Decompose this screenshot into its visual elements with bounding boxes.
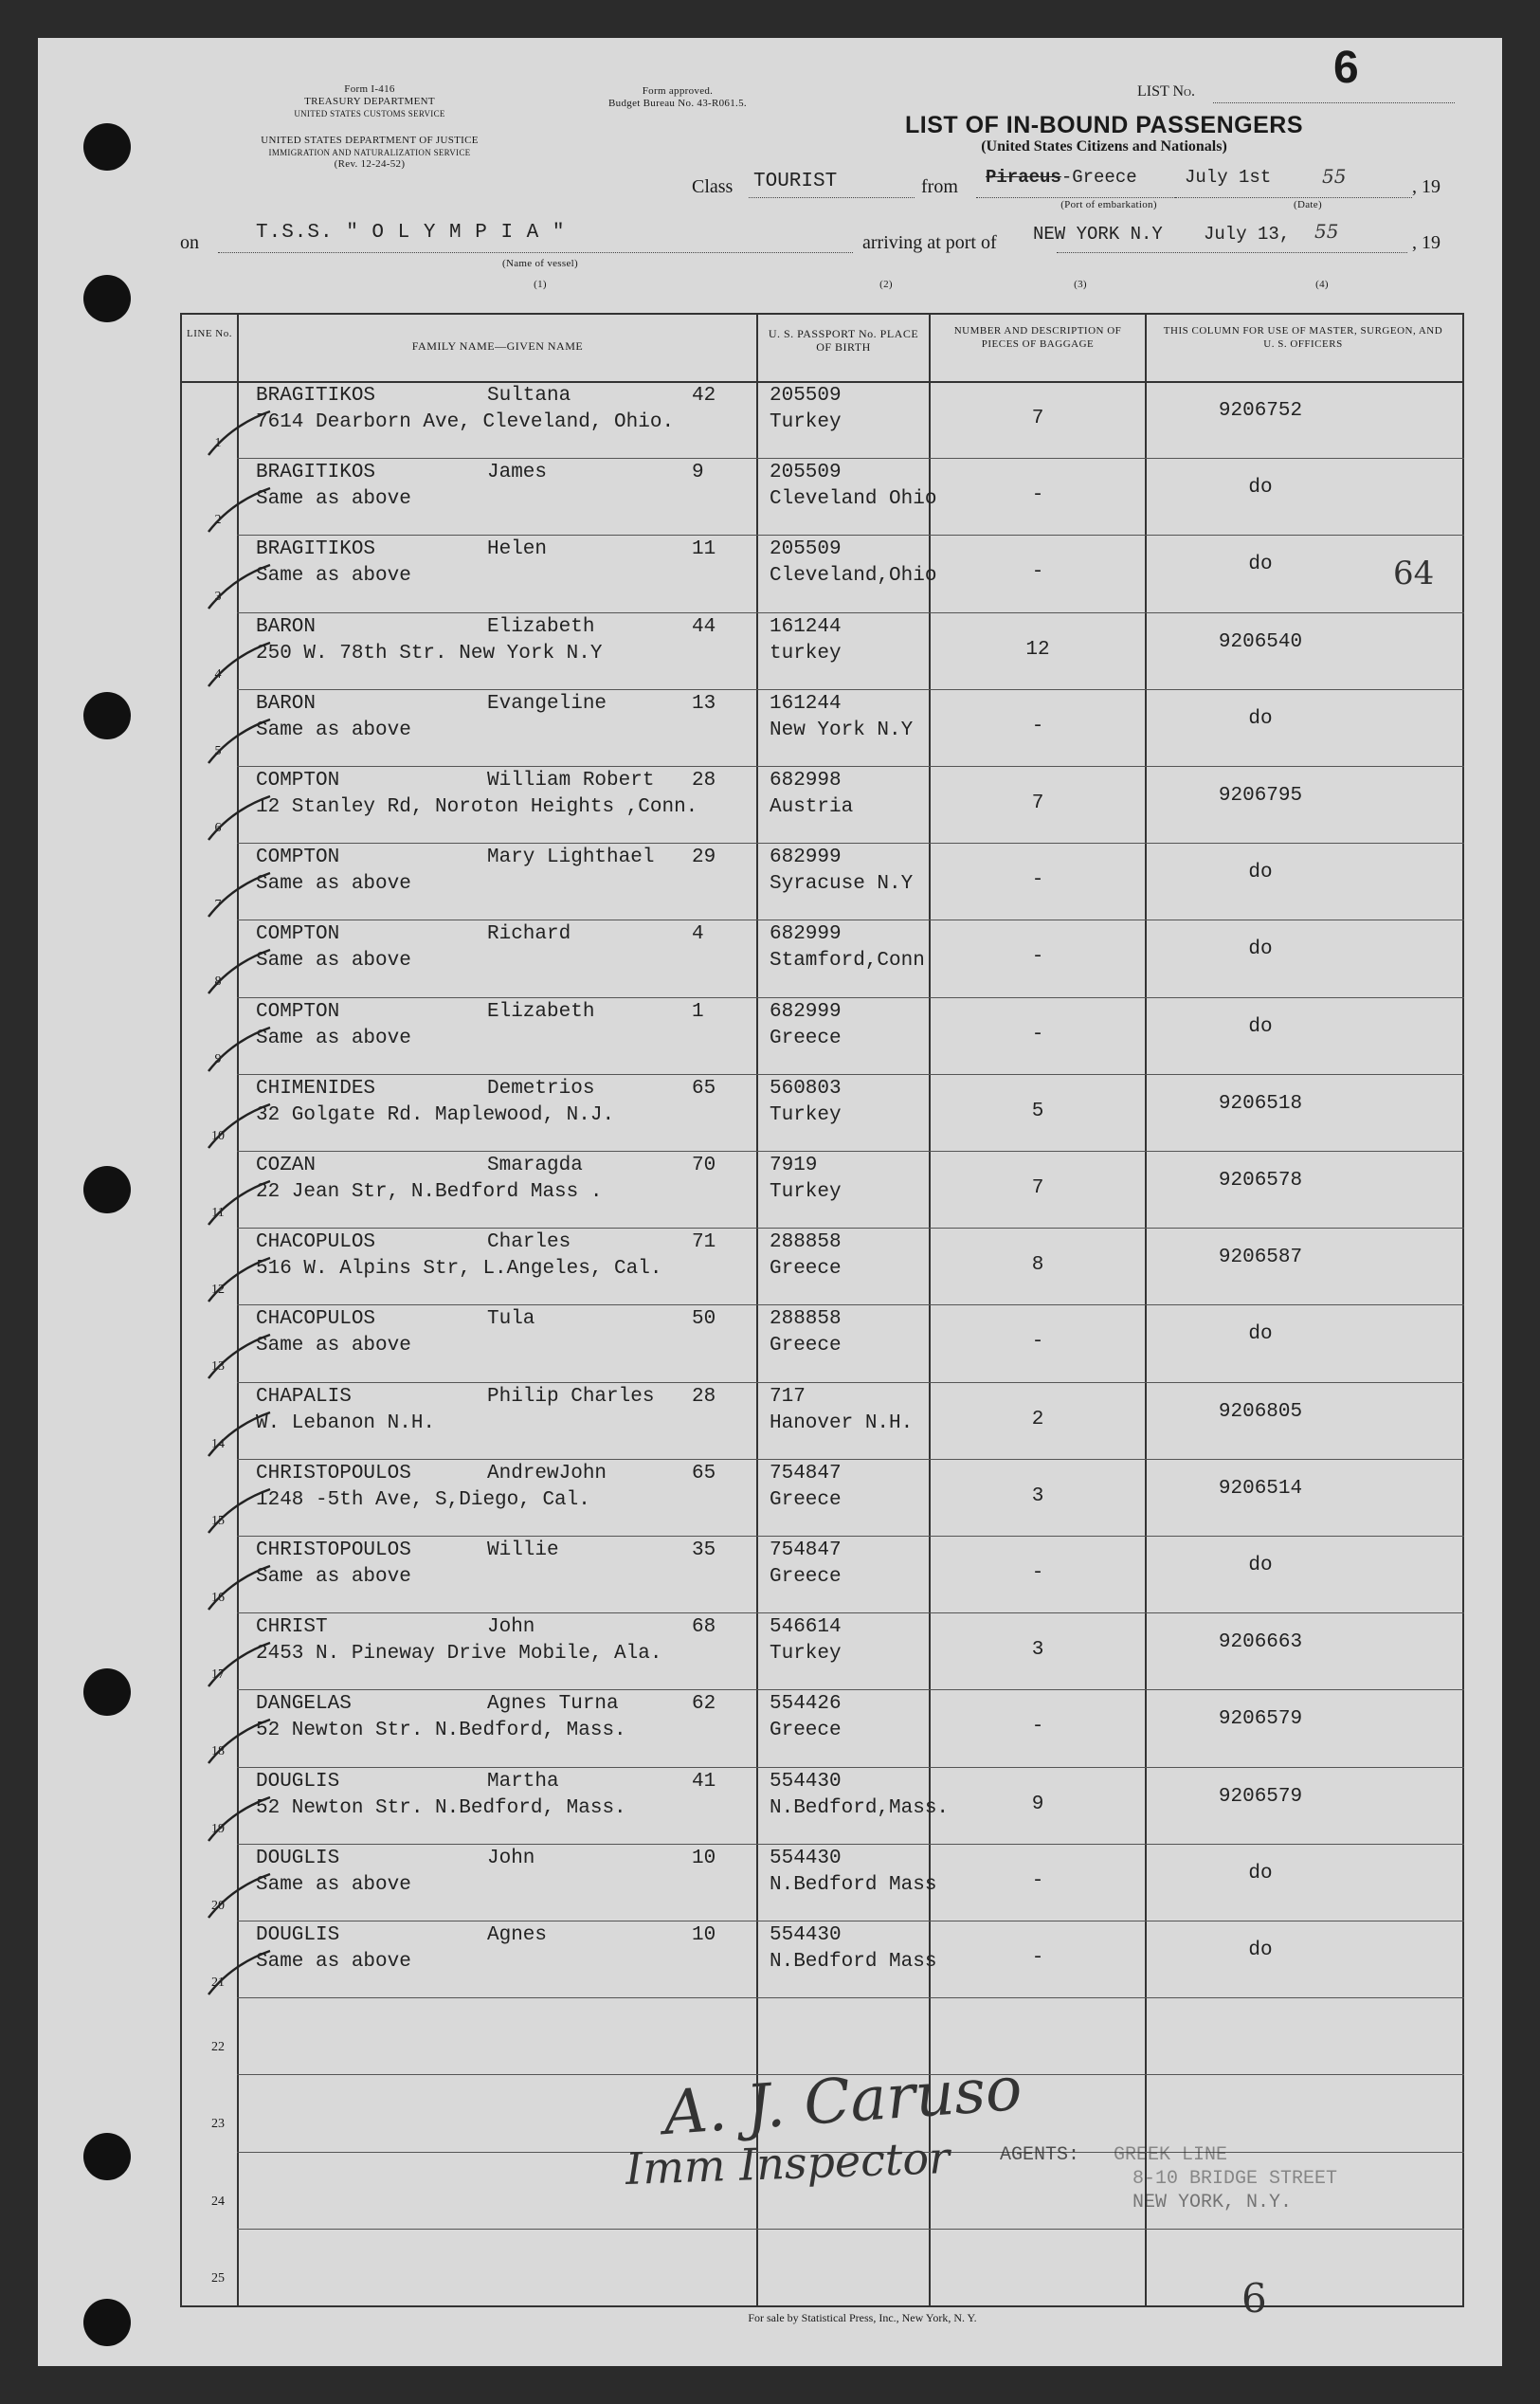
age: 10: [692, 1848, 716, 1869]
family-name: CHACOPULOS: [256, 1231, 376, 1253]
check-mark: [180, 1409, 275, 1466]
passport-number: 682999: [770, 1001, 842, 1023]
given-name: AndrewJohn: [487, 1463, 607, 1484]
family-name: CHRISTOPOULOS: [256, 1539, 411, 1561]
officer-notes: 9206578: [1218, 1170, 1303, 1192]
address: W. Lebanon N.H.: [256, 1412, 436, 1434]
line-number: 9: [214, 1052, 222, 1066]
address: 516 W. Alpins Str, L.Angeles, Cal.: [256, 1258, 662, 1280]
manifest-page: [38, 38, 1502, 2366]
table-row: [38, 1921, 1502, 1997]
family-name: COZAN: [256, 1155, 317, 1176]
family-name: BRAGITIKOS: [256, 385, 376, 407]
age: 44: [692, 616, 716, 638]
check-mark: [180, 1870, 275, 1927]
family-name: DANGELAS: [256, 1693, 352, 1715]
officer-notes: 9206795: [1218, 785, 1303, 807]
baggage-count: -: [1031, 484, 1044, 506]
line-number: 8: [214, 974, 222, 989]
officer-notes: 9206663: [1218, 1631, 1303, 1653]
place-of-birth: Stamford,Conn: [770, 950, 925, 972]
given-name: Philip Charles: [487, 1386, 655, 1408]
embark-country: -Greece: [1060, 167, 1137, 188]
place-of-birth: N.Bedford,Mass.: [770, 1797, 950, 1819]
age: 62: [692, 1693, 716, 1715]
agents-line: GREEK LINE: [1114, 2144, 1228, 2166]
check-mark: [180, 1639, 275, 1696]
form-approved: Form approved.: [642, 85, 714, 97]
given-name: Agnes: [487, 1924, 548, 1946]
header-line-no: LINE No.: [187, 328, 232, 339]
passport-number: 560803: [770, 1078, 842, 1100]
check-mark: [180, 408, 275, 464]
age: 42: [692, 385, 716, 407]
address: Same as above: [256, 950, 411, 972]
baggage-count: 9: [1031, 1794, 1044, 1815]
page-title: LIST OF IN-BOUND PASSENGERS: [904, 112, 1303, 138]
check-mark: [180, 1947, 275, 2004]
officer-notes: 9206805: [1218, 1401, 1303, 1423]
officer-notes: do: [1248, 1940, 1273, 1961]
officer-notes: 9206540: [1218, 631, 1303, 653]
punch-hole: [83, 275, 131, 322]
line-number: 6: [214, 821, 222, 835]
baggage-count: 7: [1031, 1177, 1044, 1199]
header-passport: U. S. PASSPORT No. PLACE OF BIRTH: [768, 327, 919, 354]
check-mark: [180, 1101, 275, 1157]
given-name: Mary Lighthael: [487, 847, 655, 868]
address: Same as above: [256, 1874, 411, 1896]
address: Same as above: [256, 1566, 411, 1588]
given-name: Smaragda: [487, 1155, 583, 1176]
address: Same as above: [256, 1951, 411, 1973]
check-mark: [180, 1485, 275, 1542]
address: 12 Stanley Rd, Noroton Heights ,Conn.: [256, 796, 698, 818]
officer-notes: do: [1248, 1016, 1273, 1038]
baggage-count: -: [1031, 869, 1044, 891]
line-number: 20: [211, 1899, 225, 1913]
table-row: [38, 1304, 1502, 1381]
on-label: on: [180, 232, 199, 253]
table-row: [38, 2229, 1502, 2305]
col-index-4: (4): [1315, 279, 1329, 290]
col-index-2: (2): [879, 279, 893, 290]
line-number: 3: [214, 590, 222, 604]
place-of-birth: turkey: [770, 643, 842, 665]
dept-justice-sub: IMMIGRATION AND NATURALIZATION SERVICE: [268, 148, 471, 157]
punch-hole: [83, 123, 131, 171]
place-of-birth: Austria: [770, 796, 854, 818]
place-of-birth: New York N.Y: [770, 719, 914, 741]
baggage-count: -: [1031, 1870, 1044, 1892]
table-row: [38, 535, 1502, 611]
place-of-birth: N.Bedford Mass: [770, 1951, 937, 1973]
passport-number: 205509: [770, 385, 842, 407]
class-label: Class: [692, 176, 734, 197]
check-mark: [180, 716, 275, 773]
header-baggage: NUMBER AND DESCRIPTION OF PIECES OF BAGGAGE: [953, 325, 1122, 350]
age: 28: [692, 770, 716, 792]
family-name: BRAGITIKOS: [256, 462, 376, 483]
table-row: [38, 381, 1502, 458]
address: 1248 -5th Ave, S,Diego, Cal.: [256, 1489, 590, 1511]
address: Same as above: [256, 565, 411, 587]
line-number: 23: [211, 2117, 225, 2131]
family-name: CHIMENIDES: [256, 1078, 376, 1100]
family-name: DOUGLIS: [256, 1771, 340, 1793]
family-name: CHACOPULOS: [256, 1308, 376, 1330]
address: 52 Newton Str. N.Bedford, Mass.: [256, 1720, 626, 1741]
table-row: [38, 766, 1502, 843]
age: 28: [692, 1386, 716, 1408]
given-name: Agnes Turna: [487, 1693, 619, 1715]
dept-treasury: TREASURY DEPARTMENT: [304, 96, 435, 107]
check-mark: [180, 639, 275, 696]
place-of-birth: Greece: [770, 1258, 842, 1280]
officer-notes: 9206514: [1218, 1478, 1303, 1500]
inspector-title: Imm Inspector: [625, 2132, 951, 2195]
table-row: [38, 843, 1502, 920]
table-row: [38, 612, 1502, 689]
age: 4: [692, 923, 704, 945]
family-name: DOUGLIS: [256, 1924, 340, 1946]
header-name: FAMILY NAME—GIVEN NAME: [411, 339, 584, 353]
baggage-count: -: [1031, 1562, 1044, 1584]
place-of-birth: Cleveland Ohio: [770, 488, 937, 510]
inspector-signature: A. J. Caruso: [661, 2053, 1024, 2150]
baggage-count: -: [1031, 561, 1044, 583]
age: 35: [692, 1539, 716, 1561]
officer-notes: do: [1248, 938, 1273, 960]
officer-notes: 9206752: [1218, 400, 1303, 422]
family-name: COMPTON: [256, 770, 340, 792]
given-name: Martha: [487, 1771, 559, 1793]
dept-treasury-sub: UNITED STATES CUSTOMS SERVICE: [294, 109, 445, 118]
line-number: 24: [211, 2195, 225, 2209]
baggage-count: -: [1031, 1024, 1044, 1046]
family-name: CHRISTOPOULOS: [256, 1463, 411, 1484]
line-number: 10: [211, 1129, 225, 1143]
table-row: [38, 1689, 1502, 1766]
line-number: 21: [211, 1976, 225, 1990]
page-mark: 6: [1241, 2275, 1267, 2322]
officer-notes: 9206579: [1218, 1786, 1303, 1808]
address: 22 Jean Str, N.Bedford Mass .: [256, 1181, 603, 1203]
age: 41: [692, 1771, 716, 1793]
table-row: [38, 997, 1502, 1074]
embark-date: July 1st: [1185, 167, 1272, 188]
line-number: 13: [211, 1359, 225, 1374]
passport-number: 7919: [770, 1155, 818, 1176]
passport-number: 205509: [770, 462, 842, 483]
address: Same as above: [256, 1335, 411, 1357]
age: 29: [692, 847, 716, 868]
given-name: John: [487, 1848, 535, 1869]
line-number: 1: [214, 436, 222, 450]
address: 52 Newton Str. N.Bedford, Mass.: [256, 1797, 626, 1819]
line-number: 14: [211, 1437, 225, 1451]
line-number: 15: [211, 1514, 225, 1528]
check-mark: [180, 1254, 275, 1311]
port-of-embarkation: [986, 167, 1137, 188]
baggage-count: -: [1031, 1947, 1044, 1969]
check-mark: [180, 946, 275, 1003]
check-mark: [180, 1562, 275, 1619]
officer-notes: do: [1248, 554, 1273, 575]
line-number: 2: [214, 513, 222, 527]
check-mark: [180, 1794, 275, 1850]
check-mark: [180, 561, 275, 618]
given-name: Charles: [487, 1231, 571, 1253]
passport-number: 754847: [770, 1539, 842, 1561]
table-row: [38, 1074, 1502, 1151]
line-number: 22: [211, 2040, 225, 2054]
revision-date: (Rev. 12-24-52): [334, 158, 406, 170]
address: Same as above: [256, 719, 411, 741]
given-name: Sultana: [487, 385, 571, 407]
given-name: Tula: [487, 1308, 535, 1330]
line-number: 12: [211, 1283, 225, 1297]
passport-number: 682999: [770, 847, 842, 868]
age: 70: [692, 1155, 716, 1176]
from-label: from: [921, 176, 958, 197]
page-subtitle: (United States Citizens and Nationals): [981, 138, 1227, 155]
passport-number: 682999: [770, 923, 842, 945]
officer-notes: 9206579: [1218, 1708, 1303, 1730]
given-name: Demetrios: [487, 1078, 595, 1100]
baggage-count: 8: [1031, 1254, 1044, 1276]
agents-city: NEW YORK, N.Y.: [1132, 2192, 1293, 2213]
vessel-name: T.S.S. " O L Y M P I A ": [256, 222, 566, 244]
line-number: 19: [211, 1822, 225, 1836]
passport-number: 288858: [770, 1308, 842, 1330]
baggage-count: -: [1031, 1716, 1044, 1738]
officer-notes: 9206518: [1218, 1093, 1303, 1115]
baggage-count: -: [1031, 716, 1044, 738]
table-row: [38, 1612, 1502, 1689]
struck-port: Piraeus: [986, 167, 1061, 188]
baggage-count: -: [1031, 946, 1044, 968]
officer-notes: do: [1248, 1555, 1273, 1576]
list-number: 6: [1333, 43, 1359, 93]
address: 2453 N. Pineway Drive Mobile, Ala.: [256, 1643, 662, 1665]
table-row: [38, 920, 1502, 996]
line-number: 25: [211, 2271, 225, 2286]
officer-notes: do: [1248, 1863, 1273, 1885]
family-name: BARON: [256, 616, 317, 638]
budget-bureau: Budget Bureau No. 43-R061.5.: [608, 98, 747, 109]
year-suffix: , 19: [1412, 176, 1440, 197]
arrival-date: July 13,: [1204, 224, 1291, 245]
class-value: TOURIST: [753, 171, 838, 192]
place-of-birth: Syracuse N.Y: [770, 873, 914, 895]
place-of-birth: Greece: [770, 1566, 842, 1588]
col-index-3: (3): [1074, 279, 1087, 290]
place-of-birth: Hanover N.H.: [770, 1412, 914, 1434]
address: Same as above: [256, 488, 411, 510]
given-name: James: [487, 462, 548, 483]
year-suffix: , 19: [1412, 232, 1440, 253]
age: 13: [692, 693, 716, 715]
place-of-birth: Greece: [770, 1028, 842, 1049]
col-index-1: (1): [534, 279, 547, 290]
passport-number: 161244: [770, 693, 842, 715]
age: 9: [692, 462, 704, 483]
check-mark: [180, 484, 275, 541]
check-mark: [180, 792, 275, 849]
arrival-year: 55: [1314, 220, 1339, 243]
check-mark: [180, 869, 275, 926]
table-row: [38, 1151, 1502, 1228]
given-name: John: [487, 1616, 535, 1638]
table-row: [38, 1844, 1502, 1921]
officer-notes: do: [1248, 477, 1273, 499]
baggage-count: 3: [1031, 1639, 1044, 1661]
family-name: COMPTON: [256, 1001, 340, 1023]
check-mark: [180, 1177, 275, 1234]
age: 50: [692, 1308, 716, 1330]
baggage-count: 5: [1031, 1101, 1044, 1122]
table-row: [38, 1228, 1502, 1304]
header-officers: THIS COLUMN FOR USE OF MASTER, SURGEON, AND U. S. OFFICERS: [1163, 325, 1443, 350]
line-number: 16: [211, 1591, 225, 1605]
baggage-count: 3: [1031, 1485, 1044, 1507]
place-of-birth: N.Bedford Mass: [770, 1874, 937, 1896]
age: 65: [692, 1463, 716, 1484]
passport-number: 554430: [770, 1771, 842, 1793]
family-name: BARON: [256, 693, 317, 715]
table-row: [38, 1459, 1502, 1536]
age: 71: [692, 1231, 716, 1253]
place-of-birth: Cleveland,Ohio: [770, 565, 937, 587]
line-number: 11: [211, 1206, 225, 1220]
address: Same as above: [256, 873, 411, 895]
arriving-label: arriving at port of: [862, 232, 997, 253]
table-row: [38, 1382, 1502, 1459]
age: 1: [692, 1001, 704, 1023]
officer-notes: do: [1248, 1323, 1273, 1345]
passport-number: 554430: [770, 1924, 842, 1946]
officer-notes: 9206587: [1218, 1247, 1303, 1268]
agents-address: 8-10 BRIDGE STREET: [1132, 2168, 1338, 2190]
baggage-count: -: [1031, 1331, 1044, 1353]
given-name: William Robert: [487, 770, 655, 792]
date-caption: (Date): [1294, 199, 1322, 210]
place-of-birth: Turkey: [770, 1643, 842, 1665]
line-number: 4: [214, 667, 222, 682]
given-name: Helen: [487, 538, 548, 560]
place-of-birth: Turkey: [770, 411, 842, 433]
family-name: COMPTON: [256, 923, 340, 945]
passport-number: 205509: [770, 538, 842, 560]
form-number: Form I-416: [344, 83, 395, 95]
family-name: COMPTON: [256, 847, 340, 868]
baggage-count: 2: [1031, 1409, 1044, 1430]
family-name: BRAGITIKOS: [256, 538, 376, 560]
given-name: Evangeline: [487, 693, 607, 715]
officer-notes: do: [1248, 862, 1273, 883]
line-number: 5: [214, 744, 222, 758]
table-row: [38, 458, 1502, 535]
dept-justice: UNITED STATES DEPARTMENT OF JUSTICE: [261, 135, 479, 146]
check-mark: [180, 1024, 275, 1081]
line-number: 17: [211, 1667, 225, 1682]
table-row: [38, 689, 1502, 766]
age: 11: [692, 538, 716, 560]
officer-notes: do: [1248, 708, 1273, 730]
passport-number: 161244: [770, 616, 842, 638]
age: 68: [692, 1616, 716, 1638]
port-caption: (Port of embarkation): [1060, 199, 1157, 210]
baggage-count: 7: [1031, 408, 1044, 429]
punch-hole: [83, 2299, 131, 2346]
address: 32 Golgate Rd. Maplewood, N.J.: [256, 1104, 615, 1126]
line-number: 7: [214, 898, 222, 912]
line-number: 18: [211, 1744, 225, 1758]
address: 7614 Dearborn Ave, Cleveland, Ohio.: [256, 411, 675, 433]
table-row: [38, 1767, 1502, 1844]
given-name: Willie: [487, 1539, 559, 1561]
place-of-birth: Turkey: [770, 1104, 842, 1126]
baggage-count: 7: [1031, 792, 1044, 814]
family-name: DOUGLIS: [256, 1848, 340, 1869]
passport-number: 754847: [770, 1463, 842, 1484]
place-of-birth: Greece: [770, 1489, 842, 1511]
footer-printer: For sale by Statistical Press, Inc., New York, N. Y.: [748, 2311, 977, 2324]
agents-label: AGENTS:: [1000, 2144, 1080, 2166]
passport-number: 554430: [770, 1848, 842, 1869]
vessel-caption: (Name of vessel): [502, 258, 578, 269]
place-of-birth: Turkey: [770, 1181, 842, 1203]
passport-number: 288858: [770, 1231, 842, 1253]
check-mark: [180, 1331, 275, 1388]
margin-note: 64: [1393, 555, 1435, 592]
given-name: Elizabeth: [487, 1001, 595, 1023]
passport-number: 554426: [770, 1693, 842, 1715]
list-no-label: LIST No.: [1137, 83, 1195, 100]
check-mark: [180, 1716, 275, 1773]
arrival-port: NEW YORK N.Y: [1033, 224, 1163, 245]
address: Same as above: [256, 1028, 411, 1049]
address: 250 W. 78th Str. New York N.Y: [256, 643, 603, 665]
passport-number: 546614: [770, 1616, 842, 1638]
passport-number: 682998: [770, 770, 842, 792]
given-name: Elizabeth: [487, 616, 595, 638]
family-name: CHAPALIS: [256, 1386, 352, 1408]
baggage-count: 12: [1025, 639, 1050, 661]
table-row: [38, 1997, 1502, 2074]
place-of-birth: Greece: [770, 1720, 842, 1741]
place-of-birth: Greece: [770, 1335, 842, 1357]
table-row: [38, 1536, 1502, 1612]
given-name: Richard: [487, 923, 571, 945]
family-name: CHRIST: [256, 1616, 328, 1638]
age: 65: [692, 1078, 716, 1100]
embark-year: 55: [1322, 165, 1347, 188]
passport-number: 717: [770, 1386, 806, 1408]
age: 10: [692, 1924, 716, 1946]
